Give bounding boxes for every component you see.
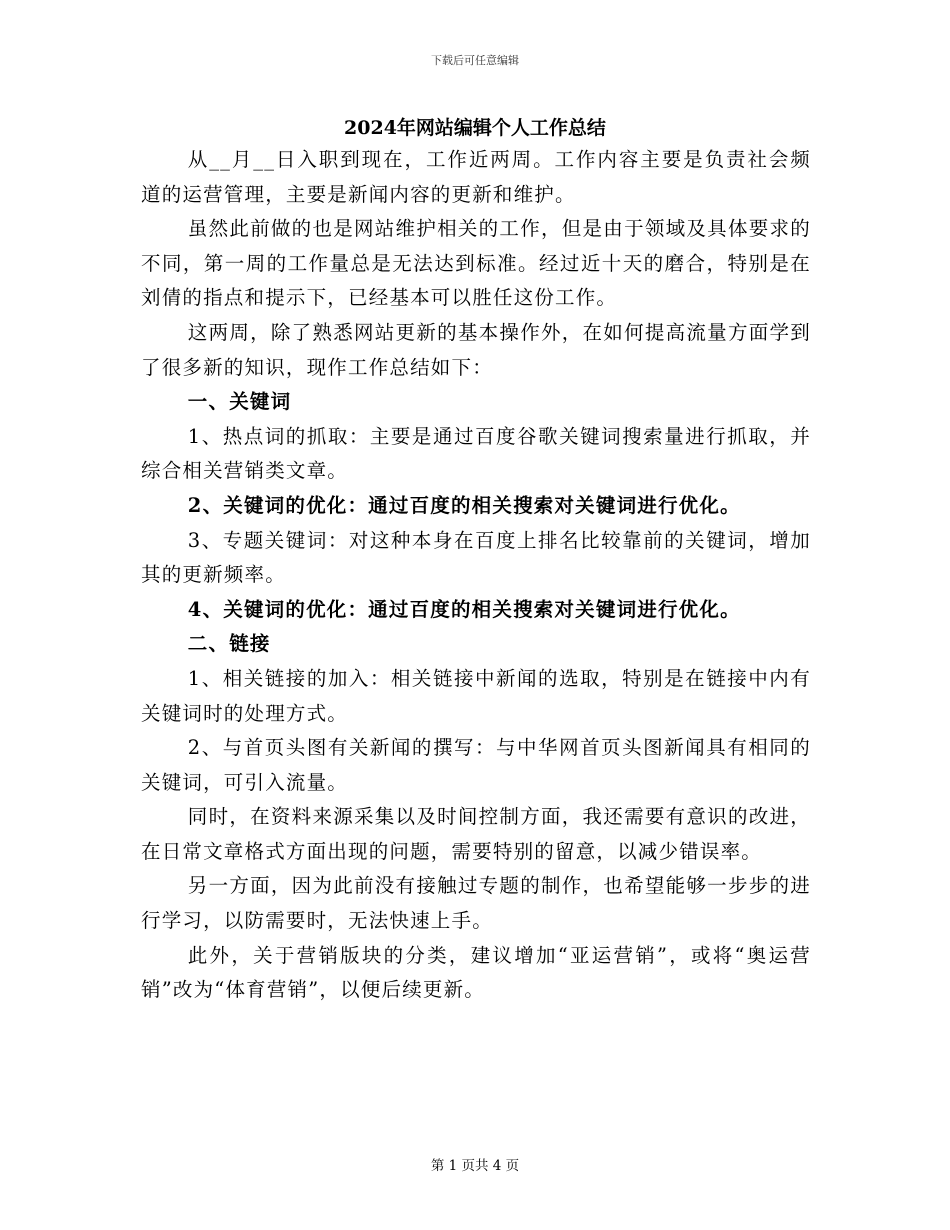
paragraph-suggestion: 此外，关于营销版块的分类，建议增加“亚运营销”，或将“奥运营销”改为“体育营销”，以便后续更新。 <box>141 943 811 1002</box>
paragraph-2: 虽然此前做的也是网站维护相关的工作，但是由于领域及具体要求的不同，第一周的工作量总是无法达到标准。经过近十天的磨合，特别是在刘倩的指点和提示下，已经基本可以胜任这份工作。 <box>141 217 811 310</box>
paragraph-link-1: 1、相关链接的加入：相关链接中新闻的选取，特别是在链接中内有关键词时的处理方式。 <box>141 666 811 725</box>
document-body <box>141 143 811 1008</box>
header-note: 下载后可任意编辑 <box>431 54 519 67</box>
paragraph-keyword-3: 3、专题关键词：对这种本身在百度上排名比较靠前的关键词，增加其的更新频率。 <box>141 528 811 587</box>
paragraph-improvement: 同时，在资料来源采集以及时间控制方面，我还需要有意识的改进，在日常文章格式方面出现的问题，需要特别的留意，以减少错误率。 <box>141 805 811 863</box>
document-title: 2024年网站编辑个人工作总结 <box>344 117 606 139</box>
paragraph-link-2: 2、与首页头图有关新闻的撰写：与中华网首页头图新闻具有相同的关键词，可引入流量。 <box>141 736 811 794</box>
paragraph-keyword-1: 1、热点词的抓取：主要是通过百度谷歌关键词搜索量进行抓取，并综合相关营销类文章。 <box>141 424 811 483</box>
paragraph-keyword-2: 2、关键词的优化：通过百度的相关搜索对关键词进行优化。 <box>187 493 741 517</box>
section-heading-links: 二、链接 <box>187 632 271 656</box>
paragraph-3: 这两周，除了熟悉网站更新的基本操作外，在如何提高流量方面学到了很多新的知识，现作工作总结如下： <box>141 320 811 379</box>
paragraph-learning: 另一方面，因为此前没有接触过专题的制作，也希望能够一步步的进行学习，以防需要时，无法快速上手。 <box>141 874 811 933</box>
page-number: 第 1 页共 4 页 <box>430 1158 520 1174</box>
paragraph-1: 从__月__日入职到现在，工作近两周。工作内容主要是负责社会频道的运营管理，主要是新闻内容的更新和维护。 <box>141 148 811 206</box>
paragraph-keyword-4: 4、关键词的优化：通过百度的相关搜索对关键词进行优化。 <box>187 597 741 621</box>
section-heading-keywords: 一、关键词 <box>187 390 292 414</box>
